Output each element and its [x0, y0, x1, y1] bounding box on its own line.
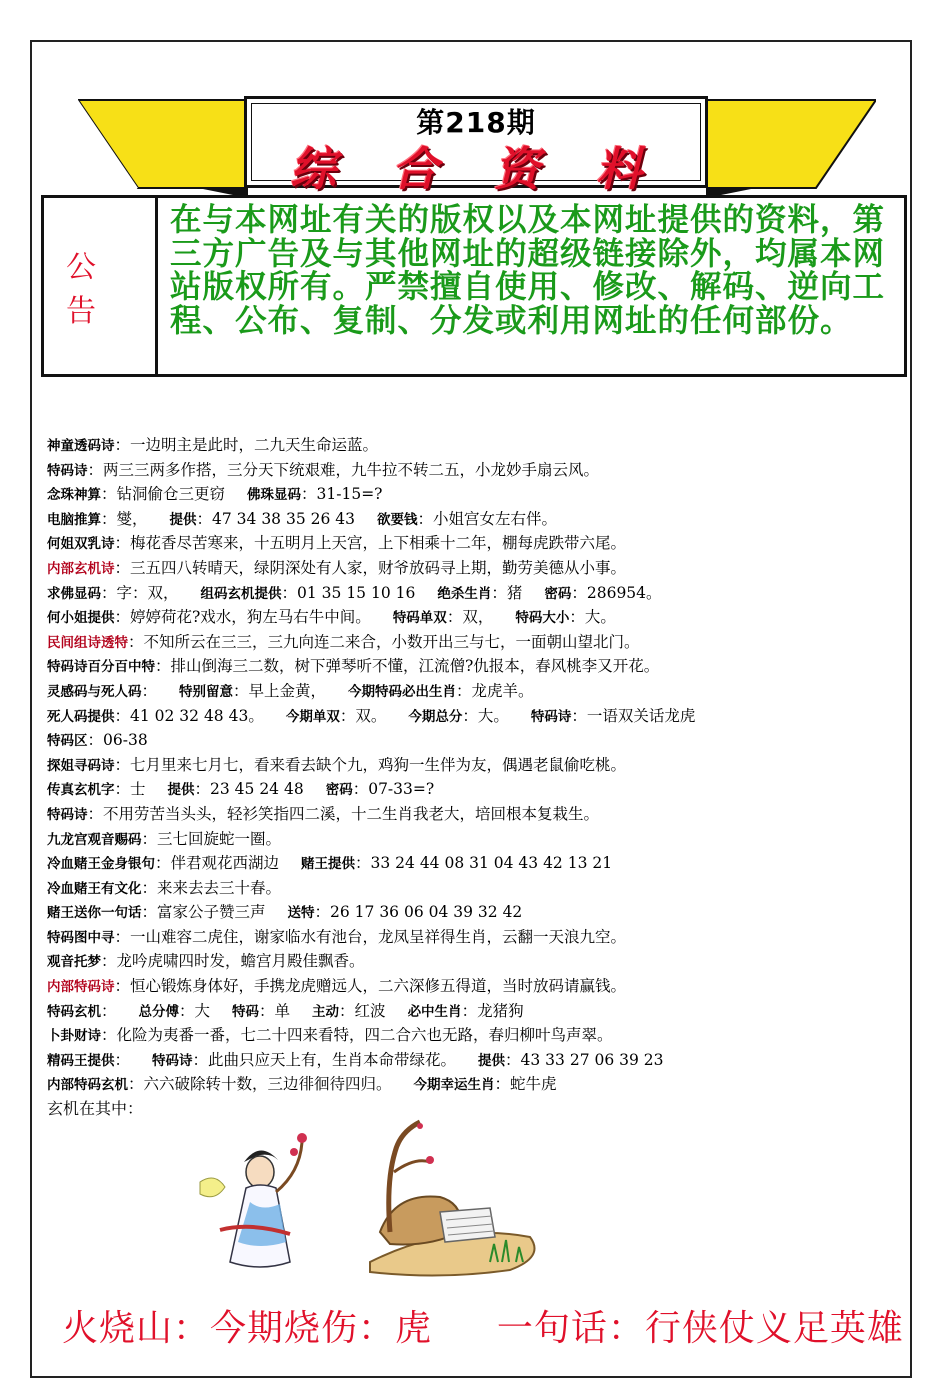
content-line [47, 828, 897, 853]
line-key: 特码诗 [152, 1052, 193, 1069]
content-line [47, 1000, 897, 1025]
line-key: 民间组诗透特 [47, 634, 128, 651]
line-value: ：大。 [462, 706, 509, 725]
line-key: 死人码提供 [47, 708, 115, 725]
content-line [47, 631, 897, 656]
line-key: 总分傅 [138, 1003, 180, 1020]
content-line [47, 459, 897, 484]
line-key: 特码单双 [392, 610, 447, 627]
line-value: ：七月里来七月七，看来看去缺个九，鸡狗一生伴为友，偶遇老鼠偷吃桃。 [114, 755, 627, 774]
line-key: 提供 [169, 511, 197, 528]
line-value: ：猪 [491, 583, 523, 602]
content-line [47, 754, 897, 779]
line-value: ：伴君观花西湖边 [155, 854, 280, 873]
content-line [47, 729, 897, 754]
footer-fire-mountain: 火烧山：今期烧伤：虎 [62, 1308, 433, 1349]
line-key: 组码玄机提供 [200, 585, 282, 602]
line-value: ：23 45 24 48 [194, 780, 304, 799]
line-key: 特码玄机 [47, 1003, 101, 1020]
line-key: 冷血赌王有文化 [47, 880, 142, 897]
right-ribbon-wing [706, 98, 876, 198]
line-value: ：恒心锻炼身体好，手携龙虎赠远人，二六深修五得道，当时放码请赢钱。 [114, 977, 627, 996]
line-key: 念珠神算 [47, 487, 101, 504]
content-line [47, 680, 897, 705]
content-line [47, 483, 897, 508]
line-value: ：六六破除转十数，三边徘徊待四归。 [128, 1075, 392, 1094]
content-line [47, 852, 897, 877]
line-key: 卜卦财诗 [47, 1028, 101, 1045]
content-line [47, 877, 897, 902]
line-key: 内部特码诗 [47, 979, 115, 996]
line-value: ：43 33 27 06 39 23 [505, 1050, 664, 1069]
line-value: ：龙吟虎啸四时发，蟾宫月殿佳飘香。 [101, 952, 365, 971]
line-value: ： [101, 1001, 117, 1020]
line-value: ：龙猪狗 [461, 1001, 524, 1020]
line-key: 何小姐提供 [47, 610, 115, 627]
line-value: ：不用劳苦当头头，轻衫笑指四二溪，十二生肖我老大，培回根本复栽生。 [87, 804, 600, 823]
line-value: ：286954。 [571, 583, 662, 602]
line-key: 提供 [167, 782, 195, 799]
line-value: ： [114, 1050, 131, 1069]
line-value: ：蛇牛虎 [494, 1075, 557, 1094]
line-key: 赌王送你一句话 [47, 905, 142, 922]
line-key: 传真玄机字 [47, 782, 115, 799]
line-key: 特别留意 [179, 683, 234, 700]
line-key: 何姐双乳诗 [47, 536, 115, 553]
content-line [47, 532, 897, 557]
content-line [47, 926, 897, 951]
banner-title: 综 合 资 料 [289, 142, 663, 196]
line-value: ：三七回旋蛇一圈。 [141, 829, 282, 848]
content-line [47, 901, 897, 926]
content-line [47, 1049, 897, 1074]
line-key: 密码 [544, 585, 572, 602]
content-line [47, 803, 897, 828]
line-key: 今期单双 [285, 708, 340, 725]
content-line [47, 1073, 897, 1098]
line-value: ：两三三两多作搭，三分天下统艰难，九牛拉不转二五，小龙妙手扇云风。 [87, 460, 600, 479]
issue-number: 第218期 [416, 106, 536, 139]
line-value: ：大。 [569, 608, 616, 627]
line-value: ：钻洞偷仓三更窃 [101, 485, 226, 504]
line-key: 今期幸运生肖 [413, 1077, 495, 1094]
line-value: ：33 24 44 08 31 04 43 42 13 21 [355, 854, 613, 873]
notice-box [41, 195, 907, 377]
footer-one-sentence: 一句话：行侠仗义足英雄 [496, 1308, 904, 1349]
line-key: 特码 [232, 1003, 260, 1020]
line-key: 观音托梦 [47, 954, 101, 971]
line-value: ：字：双， [101, 583, 179, 602]
line-value: ：07-33=? [352, 780, 435, 799]
content-line [47, 557, 897, 582]
content-line [47, 975, 897, 1000]
line-key: 特码诗 [47, 462, 88, 479]
content-line [47, 606, 897, 631]
line-key: 九龙宫观音赐码 [47, 831, 142, 848]
line-key: 内部玄机诗 [47, 560, 115, 577]
notice-label: 公告 [44, 198, 158, 374]
line-value: ：41 02 32 48 43。 [114, 706, 264, 725]
notice-text: 在与本网址有关的版权以及本网址提供的资料，第三方广告及与其他网址的超级链接除外，均属本网站版权所有。严禁擅自使用、修改、解码、逆向工程、公布、复制、分发或利用网址的任何部份。 [170, 202, 886, 339]
content-line [47, 705, 897, 730]
line-value: ：小姐宫女左右伴。 [417, 509, 558, 528]
line-key: 特码诗 [47, 806, 88, 823]
line-key: 必中生肖 [407, 1003, 462, 1020]
line-value: ：燮， [101, 509, 148, 528]
line-value: ：此曲只应天上有，生肖本命带绿花。 [192, 1050, 457, 1069]
line-value: ： [141, 681, 158, 700]
line-key: 佛珠显码 [247, 487, 302, 504]
line-value: ：31-15=? [301, 485, 383, 504]
lady-garden-illustration [190, 1112, 550, 1282]
line-key: 电脑推算 [47, 511, 101, 528]
line-key: 今期总分 [408, 708, 463, 725]
line-key: 特码图中寻 [47, 929, 115, 946]
content-line [47, 950, 897, 975]
line-key: 神童透码诗 [47, 438, 115, 454]
line-key: 精码王提供 [47, 1052, 115, 1069]
content-line [47, 582, 897, 607]
line-value: ：不知所云在三三，三九向连二来合，小数开出三与七，一面朝山望北门。 [128, 632, 640, 651]
line-key: 特码区 [47, 733, 88, 750]
line-value: ：梅花香尽苦寒来，十五明月上天宫，上下相乘十二年，棚每虎跌带六尾。 [114, 534, 627, 553]
left-ribbon-wing [78, 98, 248, 198]
footer-slogan [62, 1300, 904, 1351]
line-key: 灵感码与死人码 [47, 683, 142, 700]
line-value: ：双， [446, 608, 494, 627]
line-key: 密码 [325, 782, 353, 799]
line-value: ：富家公子赞三声 [141, 903, 266, 922]
line-value: ：婷婷荷花?戏水，狗左马右牛中间。 [114, 608, 371, 627]
line-key: 送特 [287, 905, 315, 922]
line-value: ：龙虎羊。 [456, 681, 534, 700]
line-value: ：一语双关话龙虎 [571, 706, 696, 725]
content-line [47, 434, 897, 459]
line-key: 主动 [312, 1003, 340, 1020]
content-line [47, 1024, 897, 1049]
line-key: 今期特码必出生肖 [348, 683, 457, 700]
line-value: ：排山倒海三二数，树下弹琴听不懂，江流僧?仇报本，春风桃李又开花。 [155, 657, 660, 676]
line-value: ：26 17 36 06 04 39 32 42 [314, 903, 523, 922]
line-value: ：大 [179, 1001, 211, 1020]
line-value: ：单 [259, 1001, 291, 1020]
line-key: 特码诗百分百中特 [47, 659, 155, 676]
line-key: 内部特码玄机 [47, 1077, 128, 1094]
line-value: ：双。 [339, 706, 387, 725]
line-value: ：化险为夷番一番，七二十四来看特，四二合六也无路，春归柳叶鸟声翠。 [101, 1026, 613, 1045]
line-key: 特码大小 [515, 610, 570, 627]
line-value: ：一山难容二虎住，谢家临水有池台，龙凤呈祥得生肖，云翻一天浪九空。 [114, 927, 627, 946]
line-value: ：来来去去三十春。 [141, 878, 282, 897]
content-line [47, 778, 897, 803]
line-key: 求佛显码 [47, 585, 101, 602]
line-value: ：一边明主是此时，二九天生命运蓝。 [114, 436, 379, 454]
line-key: 赌王提供 [301, 856, 356, 873]
content-line [47, 655, 897, 680]
line-value: ：士 [114, 780, 146, 799]
line-key: 绝杀生肖 [437, 585, 492, 602]
line-value: ：06-38 [87, 731, 148, 750]
content-lines [47, 434, 897, 1098]
line-value: ：红波 [339, 1001, 386, 1020]
xuanji-label: 玄机在其中： [47, 1099, 144, 1118]
line-value: ：47 34 38 35 26 43 [196, 509, 355, 528]
line-key: 探姐寻码诗 [47, 757, 115, 774]
line-value: ：01 35 15 10 16 [281, 583, 416, 602]
content-line [47, 508, 897, 533]
line-key: 欲要钱 [377, 511, 418, 528]
line-key: 提供 [478, 1052, 506, 1069]
line-key: 特码诗 [530, 708, 572, 725]
line-value: ：三五四八转晴天，绿阴深处有人家，财爷放码寻上期，勤劳美德从小事。 [114, 558, 627, 577]
line-value: ：早上金黄， [233, 681, 327, 700]
header-banner [244, 96, 708, 196]
line-key: 冷血赌王金身银句 [47, 856, 155, 873]
